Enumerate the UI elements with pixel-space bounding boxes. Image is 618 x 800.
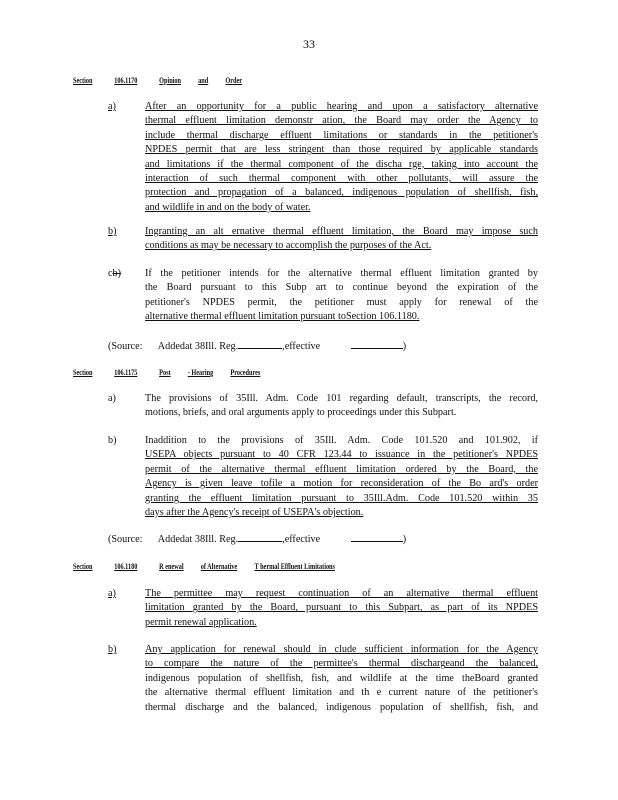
subsection-label: a) (108, 393, 116, 404)
label-inserted: c (108, 268, 113, 279)
source-effective: ,effective (282, 341, 321, 352)
text-line: interaction of such thermal component with other pollutants, will assure the (145, 173, 538, 185)
page-number: 33 (303, 37, 315, 51)
source-note-1175 (108, 531, 406, 545)
text-line: permit renewal application. (145, 616, 257, 628)
text-line: protection and propagation of a balanced, indigenous population of shellfish, fish, (145, 187, 538, 199)
subsection-text (145, 100, 538, 215)
source-effective: ,effective (282, 534, 321, 545)
section-number: 106.1175 (114, 368, 138, 377)
section-heading-1170 (73, 76, 242, 85)
text-line: NPDES permit that are less stringent than those required by applicable standards (145, 144, 538, 156)
subsection-text (145, 225, 538, 254)
subsection-text (145, 587, 538, 630)
text-line: the Board pursuant to this Subp art to continue beyond the expiration of the (145, 282, 538, 294)
text-line: The permittee may request continuation of an alternative thermal effluent (145, 588, 538, 599)
text-line: Ingranting an alt ernative thermal effluent limitation, the Board may impose such (145, 226, 538, 237)
section-title-part: Opinion (159, 76, 182, 85)
source-close: ) (402, 341, 407, 352)
text-line: days after the Agency's receipt of USEPA's objection. (145, 507, 364, 519)
source-close: ) (402, 534, 407, 545)
text-line: thermal effluent limitation demonstr ation, the Board may order the Agency to (145, 115, 538, 127)
source-note-1170 (108, 338, 406, 352)
text-line: thermal discharge and the balanced, indigenous population of shellfish, fish, and (145, 701, 538, 713)
subsection-label: b) (108, 226, 117, 237)
section-word: Section (73, 562, 93, 571)
subsection-text (145, 434, 538, 520)
section-number: 106.1180 (114, 562, 138, 571)
subsection-label: b) (108, 435, 117, 446)
text-line: If the petitioner intends for the alternative thermal effluent limitation granted by (145, 268, 538, 279)
text-line: After an opportunity for a public hearing and upon a satisfactory alternative (145, 101, 538, 112)
source-effective-blank (351, 531, 403, 542)
text-line: and wildlife in and on the body of water. (145, 201, 311, 213)
subsection-label: a) (108, 101, 116, 112)
source-open: (Source: (108, 534, 143, 545)
subsection-label (108, 267, 138, 281)
section-title-part: Procedures (230, 368, 261, 377)
section-heading-1180 (73, 562, 335, 571)
section-title-part: T hermal Effluent Limitations (254, 562, 335, 571)
subsection-label: a) (108, 588, 116, 599)
section-title-part: and (198, 76, 209, 85)
text-line: alternative thermal effluent limitation pursuant toSection 106.1180. (145, 311, 420, 323)
source-text: Addedat 38Ill. Reg. (157, 534, 239, 545)
text-line: conditions as may be necessary to accomplish the purposes of the Act. (145, 240, 432, 252)
section-heading-1175 (73, 368, 260, 377)
text-line: include thermal discharge effluent limitations or standards in the petitioner's (145, 129, 538, 141)
section-word: Section (73, 76, 93, 85)
subsection-text (145, 392, 538, 421)
text-line: indigenous population of shellfish, fish, and wildlife at the time theBoard granted (145, 672, 538, 684)
section-title-part: of Alternative (200, 562, 238, 571)
subsection-label: b) (108, 644, 117, 655)
section-title-part: Order (225, 76, 243, 85)
text-line: limitation granted by the Board, pursuant to this Subpart, as part of its NPDES (145, 602, 538, 614)
source-reg-blank (238, 531, 282, 542)
source-effective-blank (351, 338, 403, 349)
text-line: permit of the alternative thermal effluent limitation ordered by the Board, the (145, 463, 538, 475)
text-line: the alternative thermal effluent limitation and th e current nature of the petitioner's (145, 687, 538, 699)
subsection-text (145, 267, 538, 325)
text-line: Agency is given leave tofile a motion for reconsideration of the Bo ard's order (145, 478, 538, 490)
section-title-part: R enewal (159, 562, 184, 571)
text-line: petitioner's NPDES permit, the petitioner must apply for renewal of the (145, 296, 538, 308)
section-title-part: Post (159, 368, 171, 377)
text-line: to compare the nature of the permittee's thermal dischargeand the balanced, (145, 658, 538, 670)
text-line: Any application for renewal should in clude sufficient information for the Agency (145, 644, 538, 655)
text-line: and limitations if the thermal component of the discha rge, taking into account the (145, 158, 538, 170)
section-word: Section (73, 368, 93, 377)
label-struck: b) (112, 268, 122, 279)
subsection-text (145, 643, 538, 715)
section-title-part: - Hearing (187, 368, 214, 377)
text-line: Inaddition to the provisions of 35Ill. Adm. Code 101.520 and 101.902, if (145, 435, 538, 446)
source-reg-blank (238, 338, 282, 349)
text-line: motions, briefs, and oral arguments apply to proceedings under this Subpart. (145, 407, 457, 419)
text-line: USEPA objects pursuant to 40 CFR 123.44 to issuance in the petitioner's NPDES (145, 449, 538, 461)
source-text: Addedat 38Ill. Reg. (157, 341, 239, 352)
text-line: The provisions of 35Ill. Adm. Code 101 regarding default, transcripts, the record, (145, 393, 538, 404)
text-line: granting the effluent limitation pursuant to 35Ill.Adm. Code 101.520 within 35 (145, 492, 538, 504)
source-open: (Source: (108, 341, 143, 352)
section-number: 106.1170 (114, 76, 138, 85)
